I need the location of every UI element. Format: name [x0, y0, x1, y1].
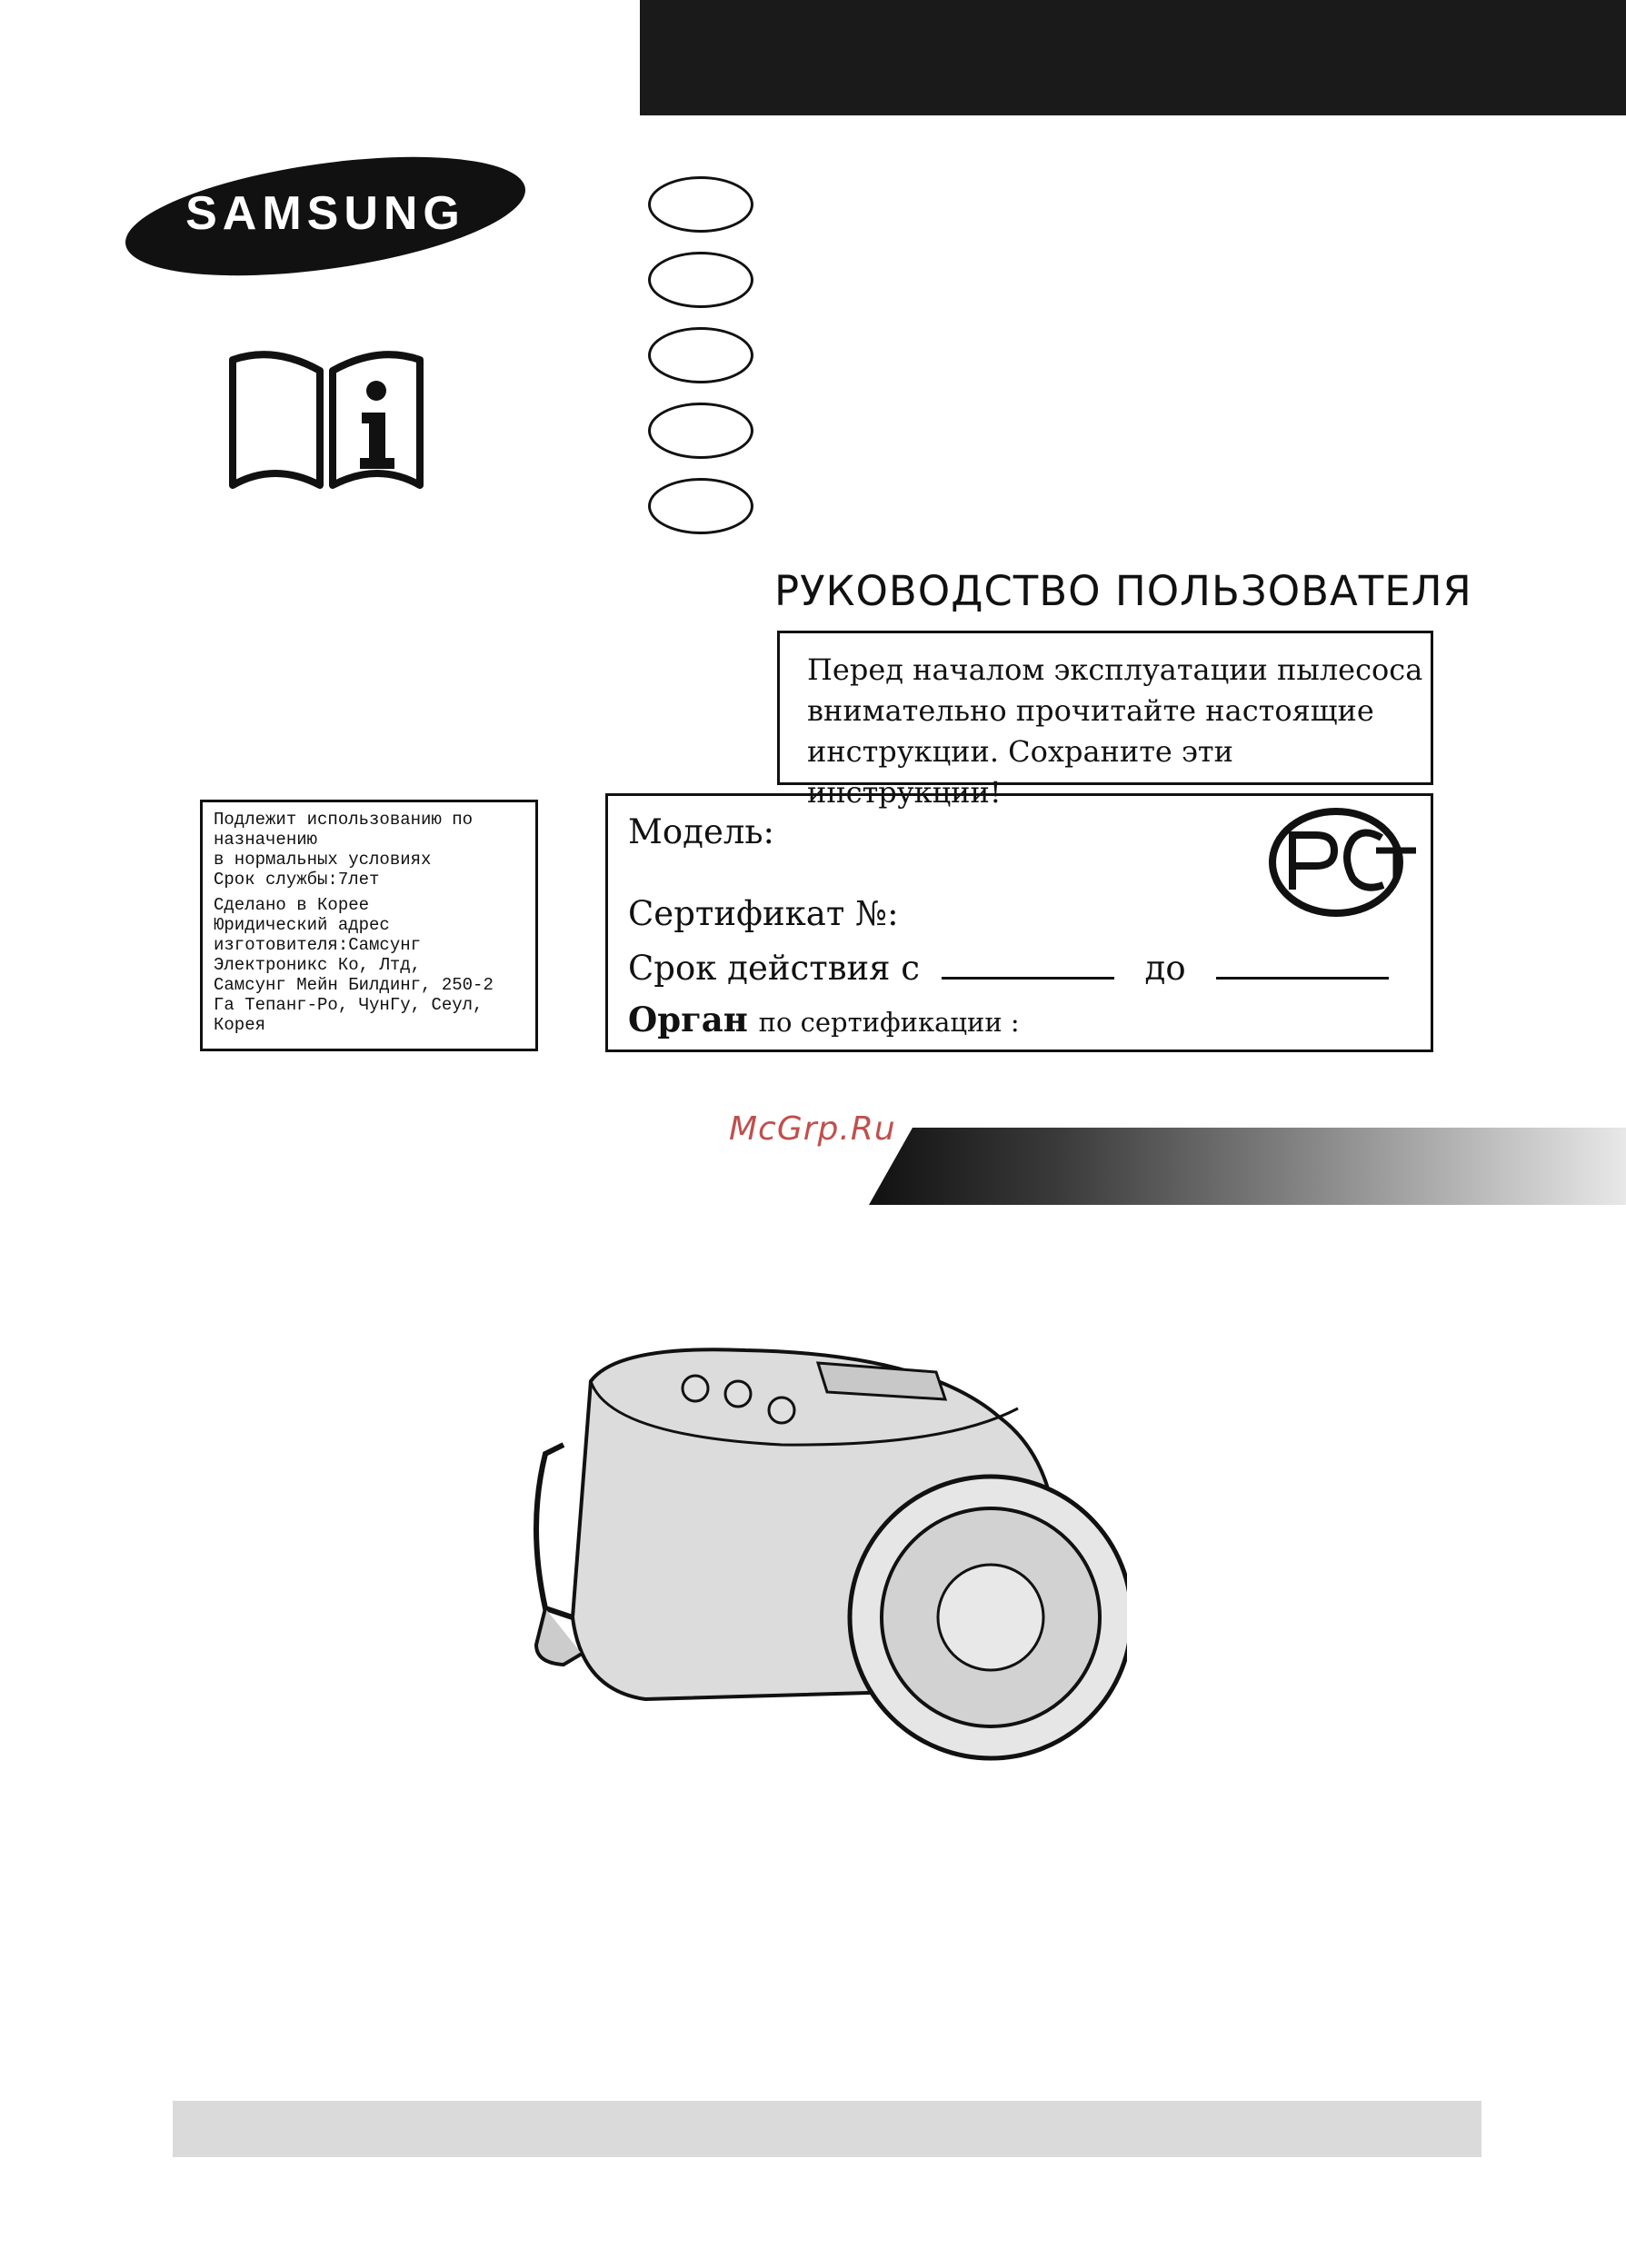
usage-line: Юридический адрес [214, 915, 390, 935]
usage-line: Га Тепанг-Ро, ЧунГу, Сеул, [214, 995, 484, 1015]
usage-line: изготовителя:Самсунг [214, 935, 422, 955]
page-title: РУКОВОДСТВО ПОЛЬЗОВАТЕЛЯ [774, 567, 1472, 615]
notice-line: инструкции. Сохраните эти инструкции! [807, 734, 1233, 810]
validity-to-blank [1216, 977, 1389, 980]
top-black-bar [640, 0, 1626, 115]
authority-label-bold: Орган [628, 1000, 748, 1040]
usage-line: в нормальных условиях [214, 850, 432, 870]
usage-line: назначению [214, 830, 318, 850]
vacuum-cleaner-illustration [509, 1345, 1127, 1817]
authority-label: по сертификации : [758, 1007, 1020, 1038]
validity-row [628, 949, 1389, 988]
certificate-number-label: Сертификат №: [628, 894, 899, 933]
language-badge-4 [648, 403, 753, 459]
notice-line: Перед началом эксплуатации пылесоса [807, 652, 1423, 687]
usage-line: Сделано в Корее [214, 895, 370, 915]
language-badge-5 [648, 478, 753, 534]
usage-line: Подлежит использованию по [214, 810, 474, 830]
notice-box [777, 631, 1433, 810]
gradient-band [869, 1128, 1626, 1205]
language-badge-3 [648, 327, 753, 383]
authority-row [628, 1000, 1020, 1040]
language-badge-2 [648, 252, 753, 308]
logo-text: SAMSUNG [185, 187, 465, 240]
usage-info-box [200, 800, 538, 1051]
watermark-text: McGrp.Ru [729, 1110, 896, 1148]
validity-from-blank [942, 977, 1114, 980]
samsung-logo [120, 153, 531, 280]
language-badge-1 [648, 176, 753, 233]
usage-line: Корея [214, 1015, 266, 1035]
validity-from-label: Срок действия с [628, 949, 921, 988]
usage-line: Электроникс Ко, Лтд, [214, 955, 422, 975]
bottom-gray-bar [173, 2101, 1481, 2157]
usage-line: Срок службы:7лет [214, 870, 380, 890]
validity-to-label: до [1144, 949, 1186, 988]
model-label: Модель: [628, 812, 774, 851]
certificate-box [605, 793, 1433, 1052]
notice-line: внимательно прочитайте настоящие [807, 693, 1374, 728]
info-manual-icon [225, 349, 427, 494]
usage-line: Самсунг Мейн Билдинг, 250-2 [214, 975, 494, 995]
gost-certification-mark [1265, 803, 1420, 921]
